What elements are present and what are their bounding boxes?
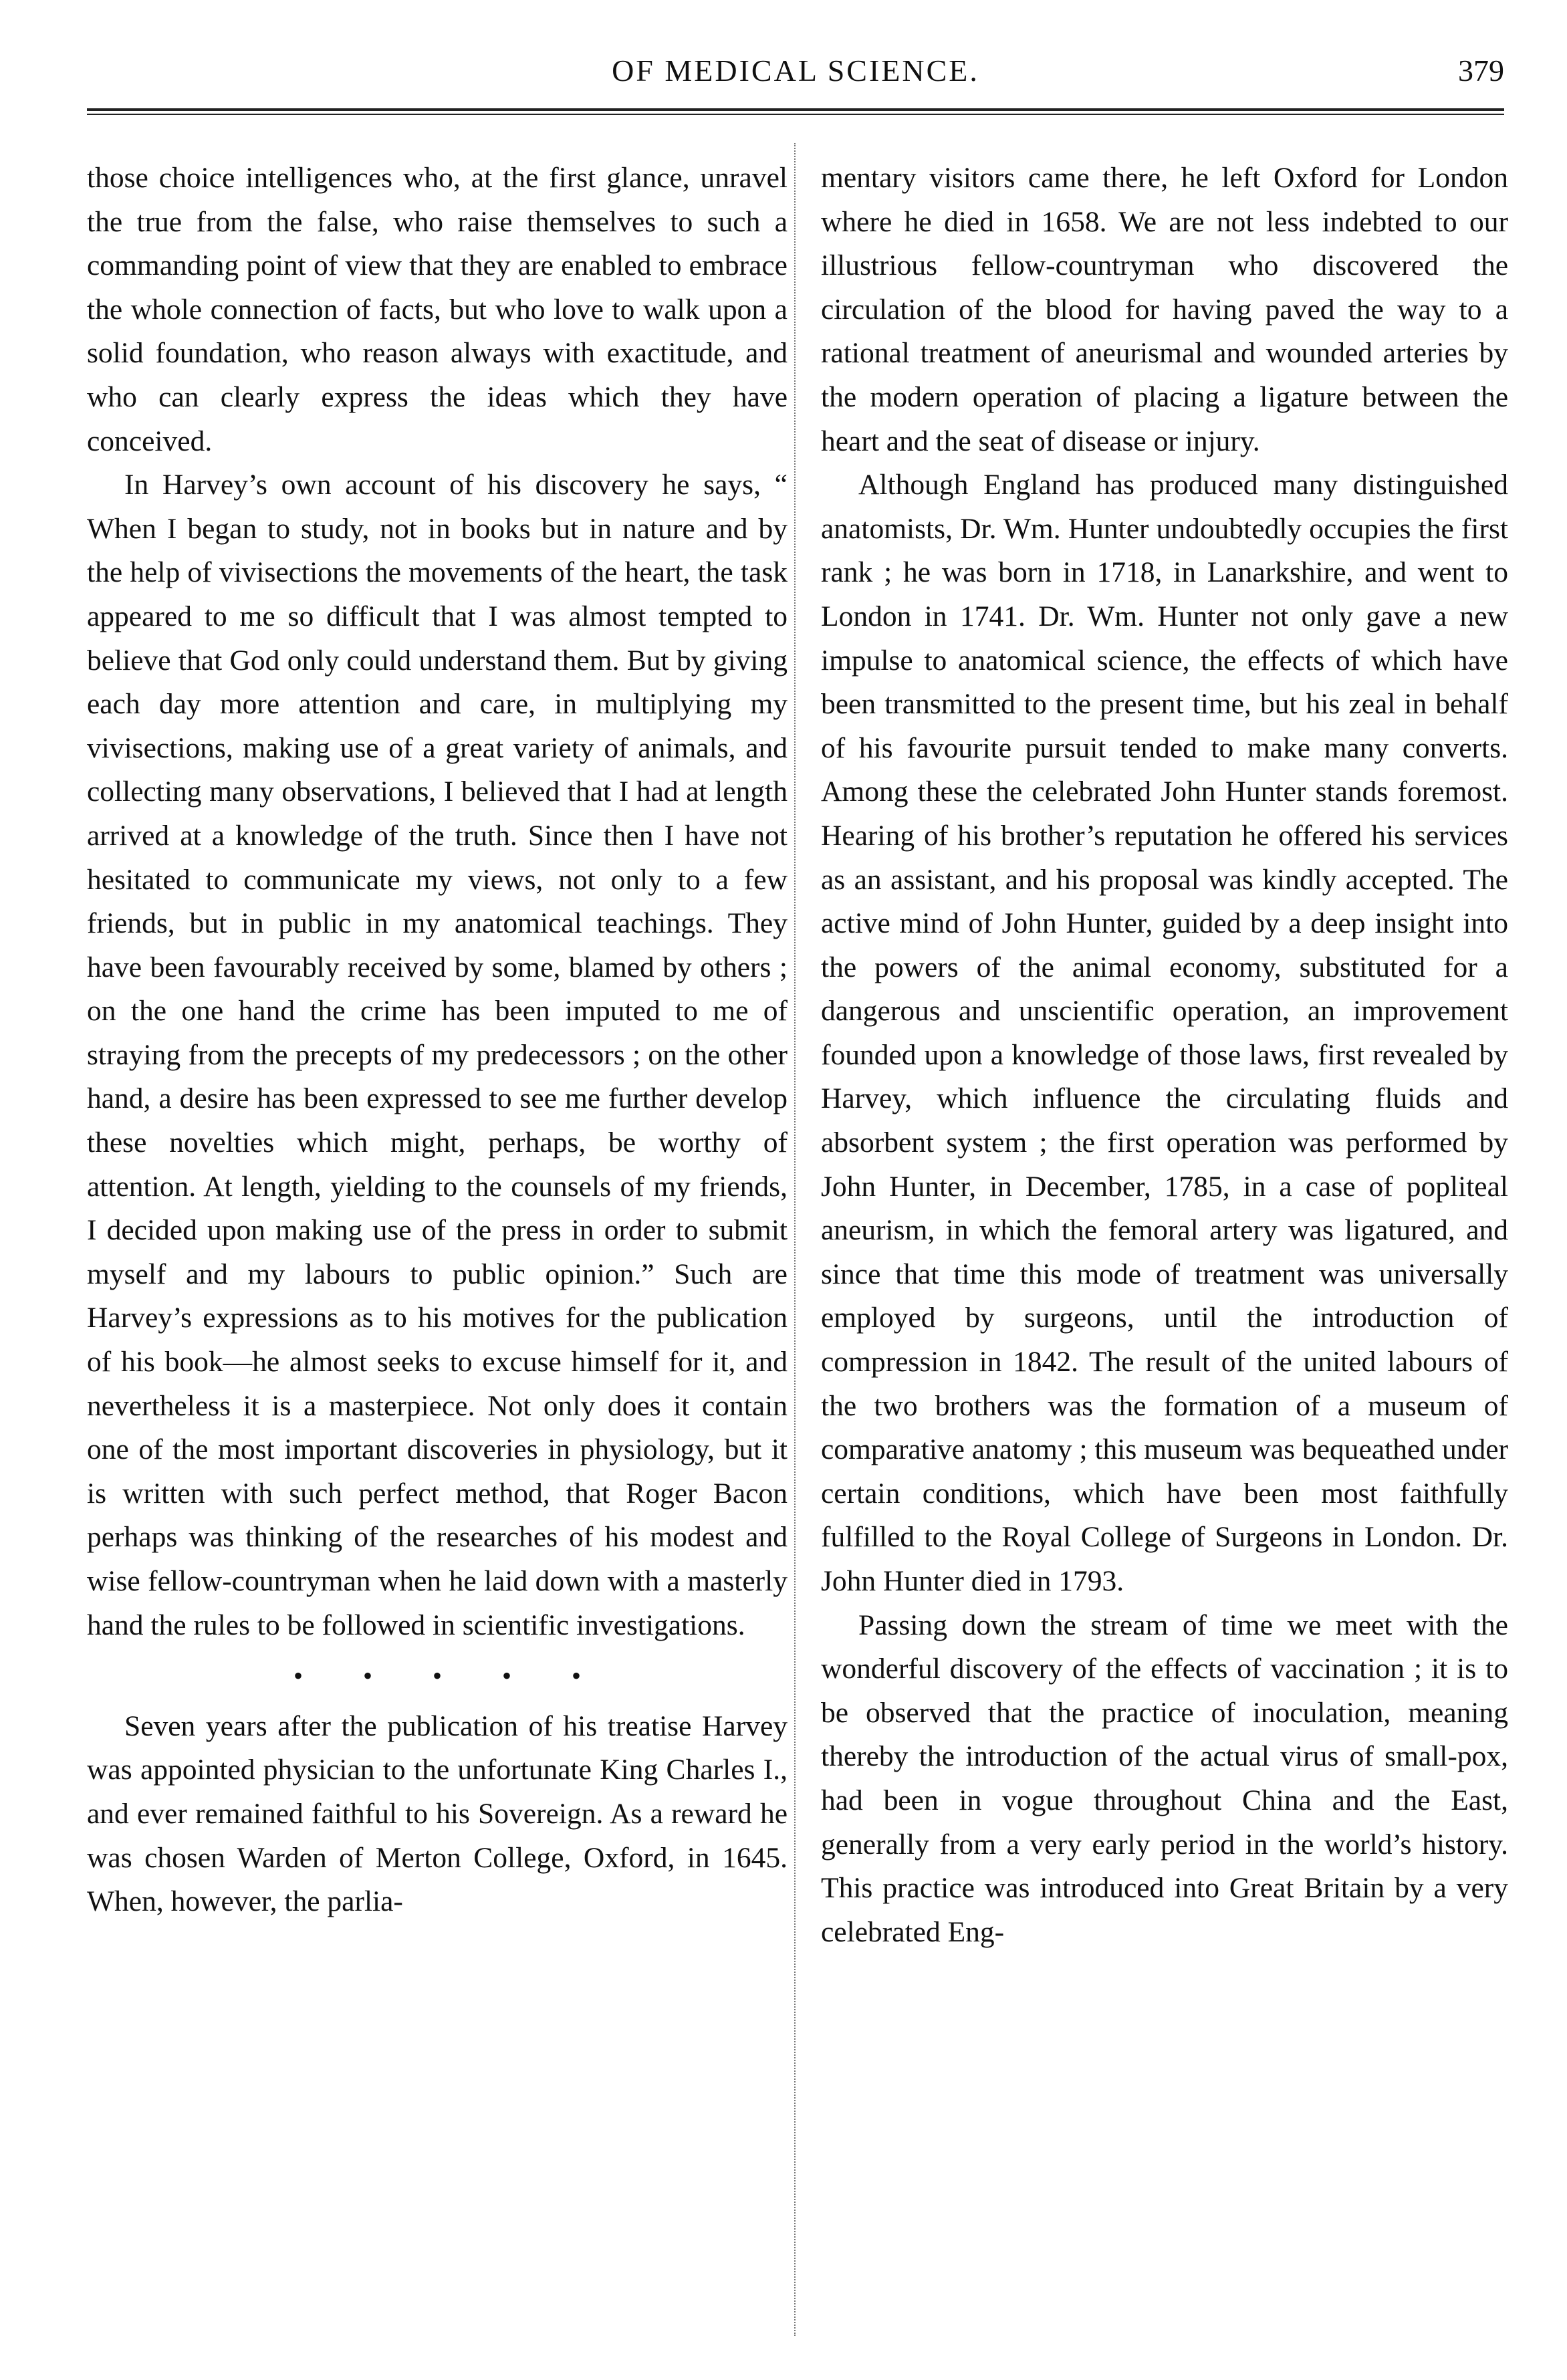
dot: • [362,1661,372,1691]
paragraph-harvey-account: In Harvey’s own account of his discovery he says, “ When I began to study, not in books but in nature and by the help of vivisections the movements of the heart, the task appeared to me so difficult that I was almost tempted to believe that God only could understand them. But by giving each day more attention and care, in multiplying my vivisections, making use of a great variety of animals, and collecting many observations, I believed that I had at length arrived at a knowledge of the truth. Since then I have not hesitated to communicate my views, not only to a few friends, but in public in my anatomical teachings. They have been favourably received by some, blamed by others ; on the one hand the crime has been imputed to me of straying from the precepts of my predecessors ; on the other hand, a desire has been expressed to see me further develop these novelties which might, perhaps, be worthy of attention. At length, yielding to the counsels of my friends, I decided upon making use of the press in order to submit myself and my labours to public opinion.” Such are Harvey’s expressions as to his motives for the publication of his book—he almost seeks to excuse himself for it, and nevertheless it is a masterpiece. Not only does it contain one of the most important discoveries in physiology, but it is written with such perfect method, that Roger Bacon perhaps was thinking of the researches of his modest and wise fellow-countryman when he laid down with a masterly hand the rules to be followed in scientific investigations. [87,469,788,1641]
page-number: 379 [1458,53,1504,88]
dot: • [293,1661,303,1691]
paragraph-hunter: Although England has produced many distinguished anatomists, Dr. Wm. Hunter undoubtedly occupies the first rank ; he was born in 1718, in Lanarkshire, and went to London in 1741. Dr. Wm. Hunter not only gave a new impulse to anatomical science, the effects of which have been transmitted to the present time, but his zeal in behalf of his favourite pursuit tended to make many converts. Among these the celebrated John Hunter stands foremost. Hearing of his brother’s reputation he offered his services as an assistant, and his proposal was kindly accepted. The active mind of John Hunter, guided by a deep insight into the powers of the animal economy, substituted for a dangerous and unscientific operation, an improvement founded upon a knowledge of those laws, first revealed by Harvey, which influence the circulating fluids and absorbent system ; the first operation was performed by John Hunter, in December, 1785, in a case of popliteal aneurism, in which the femoral artery was ligatured, and since that time this mode of treatment was universally employed by surgeons, until the introduction of compression in 1842. The result of the united labours of the two brothers was the formation of a museum of comparative anatomy ; this museum was bequeathed under certain conditions, which have been most faithfully fulfilled to the Royal College of Surgeons in London. Dr. John Hunter died in 1793. [821,469,1508,1597]
dot: • [432,1661,442,1691]
left-column [87,156,788,1924]
dot: • [572,1661,582,1691]
section-gap [87,1647,788,1654]
right-column [821,156,1508,1954]
section-break-dots [87,1654,788,1698]
page-header [87,51,1504,98]
paragraph-continued: mentary visitors came there, he left Oxford for London where he died in 1658. We are not less indebted to our illustrious fellow-countryman who discovered the circulation of the blood for having paved the way to a rational treatment of aneurismal and wounded arteries by the modern operation of placing a ligature between the heart and the seat of disease or injury. [821,162,1508,457]
paragraph-vaccination: Passing down the stream of time we meet with the wonderful discovery of the effects of vaccination ; it is to be observed that the practice of inoculation, meaning thereby the introduction of the actual virus of small-pox, had been in vogue throughout China and the East, generally from a very early period in the world’s history. This practice was introduced into Great Britain by a very celebrated Eng- [821,1609,1508,1948]
paragraph-continued: those choice intelligences who, at the first glance, unravel the true from the false, who raise themselves to such a commanding point of view that they are enabled to embrace the whole connection of facts, but who love to walk upon a solid foundation, who reason always with exactitude, and who can clearly express the ideas which they have conceived. [87,162,788,457]
section-gap [87,1698,788,1705]
header-rule [87,108,1504,115]
running-title: OF MEDICAL SCIENCE. [612,53,979,88]
paragraph-seven-years: Seven years after the publication of his treatise Harvey was appointed physician to the unfortunate King Charles I., and ever remained faithful to his Sovereign. As a reward he was chosen Warden of Merton College, Oxford, in 1645. When, however, the parlia- [87,1709,788,1918]
column-divider [794,143,796,2336]
dot: • [502,1661,512,1691]
